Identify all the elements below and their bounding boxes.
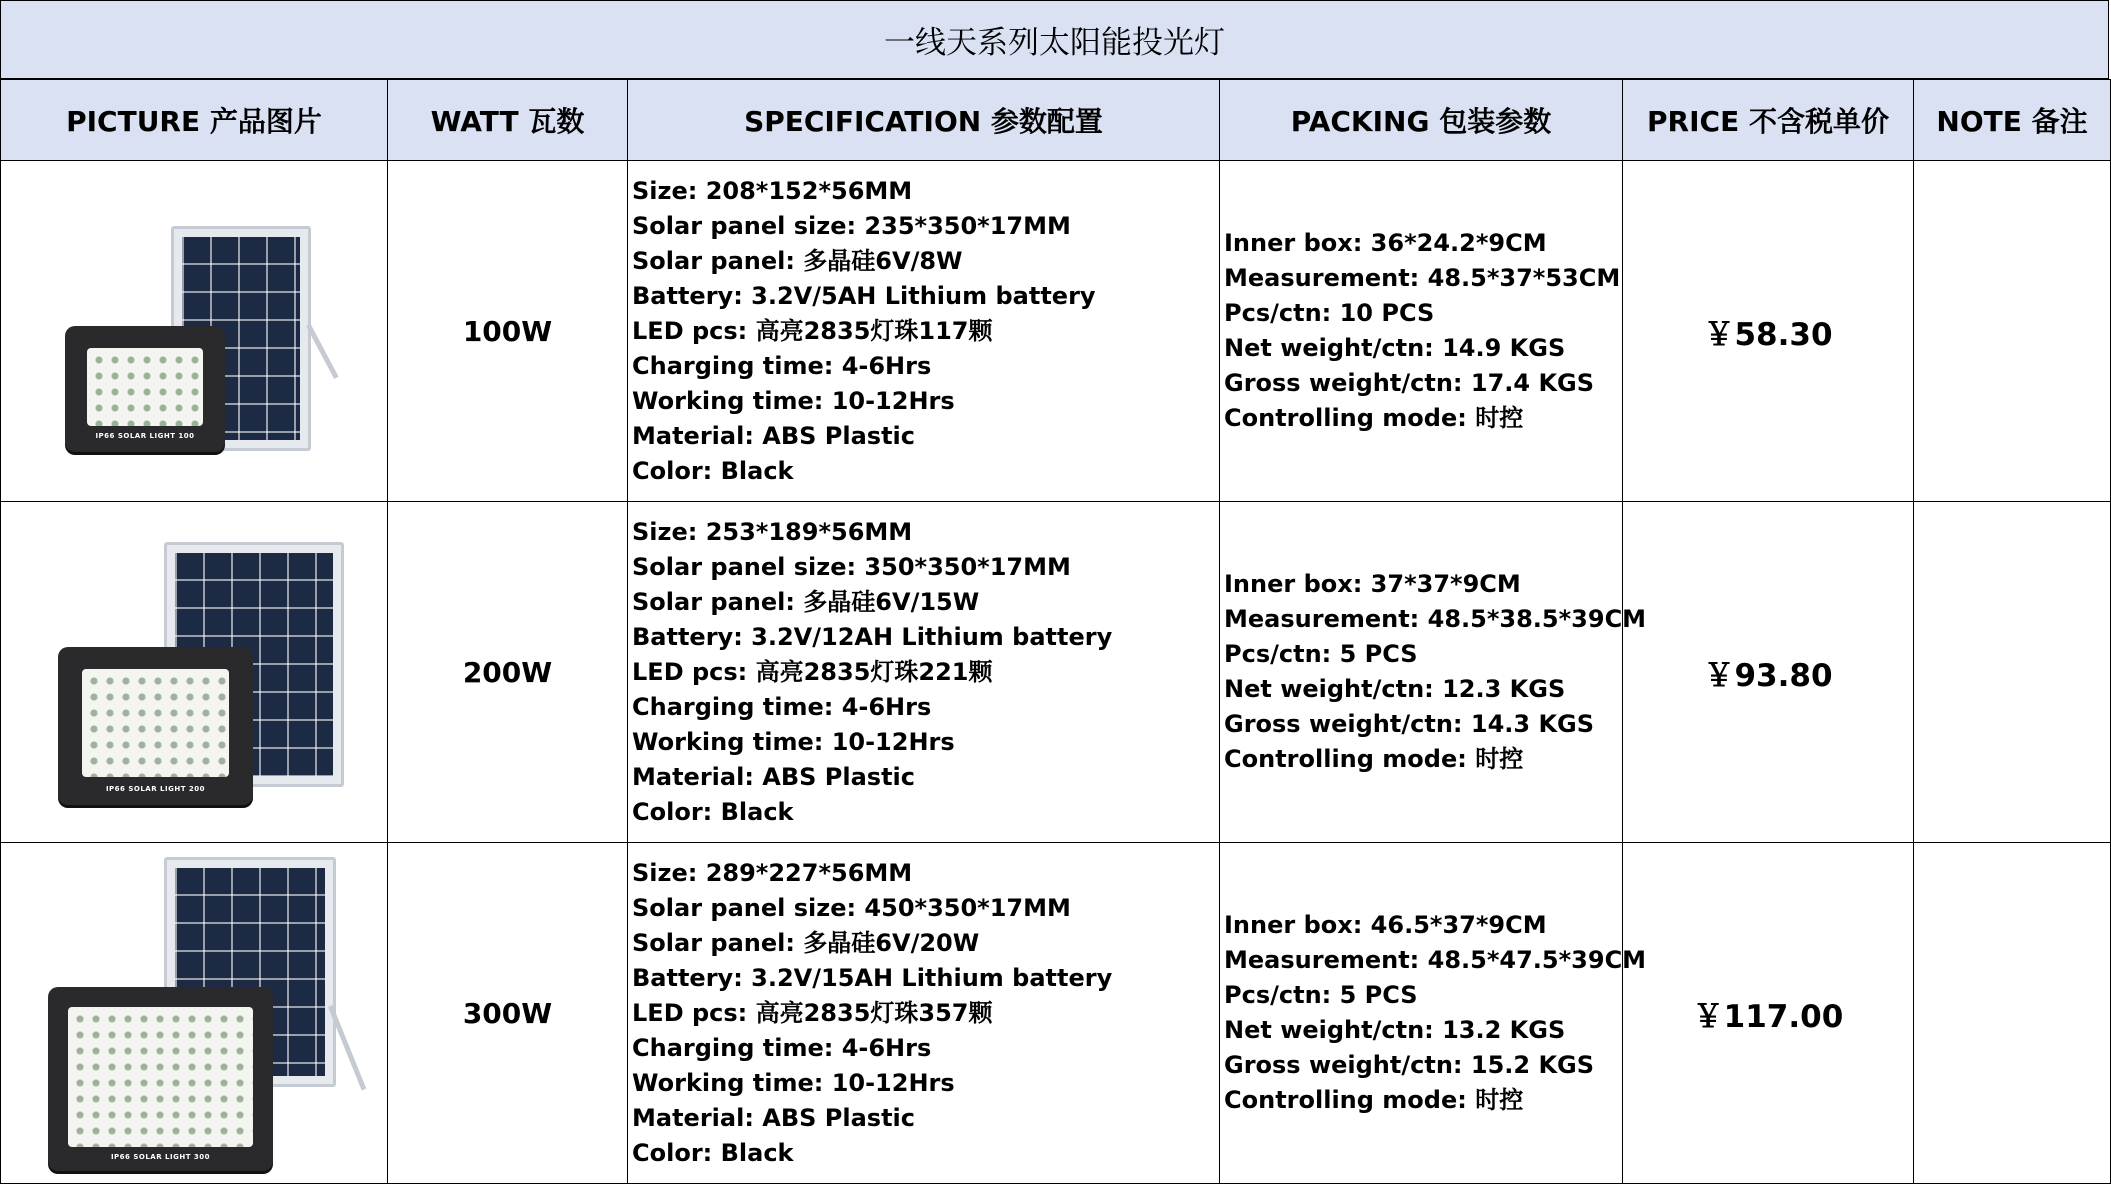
spec-led-pcs: LED pcs: 高亮2835灯珠221颗 [632, 657, 993, 686]
spec-size: Size: 208*152*56MM [632, 176, 913, 205]
spec-led-pcs: LED pcs: 高亮2835灯珠357颗 [632, 998, 993, 1027]
specification-cell [628, 502, 1220, 843]
price-cell: ￥117.00 [1623, 843, 1914, 1184]
note-cell [1914, 843, 2111, 1184]
packing-cell [1220, 161, 1623, 502]
spec-working-time: Working time: 10-12Hrs [632, 1068, 955, 1097]
product-picture-cell [1, 502, 388, 843]
watt-cell: 200W [388, 502, 628, 843]
spec-battery: Battery: 3.2V/5AH Lithium battery [632, 281, 1096, 310]
solar-flood-light-image [61, 226, 351, 456]
spec-working-time: Working time: 10-12Hrs [632, 386, 955, 415]
spec-size: Size: 289*227*56MM [632, 858, 913, 887]
spec-led-pcs: LED pcs: 高亮2835灯珠117颗 [632, 316, 993, 345]
spec-battery: Battery: 3.2V/15AH Lithium battery [632, 963, 1113, 992]
note-cell [1914, 161, 2111, 502]
product-label: IP66 SOLAR LIGHT 200 [105, 785, 206, 793]
solar-flood-light-image [46, 857, 366, 1177]
spec-charging-time: Charging time: 4-6Hrs [632, 692, 932, 721]
pack-gross-weight: Gross weight/ctn: 14.3 KGS [1224, 710, 1595, 738]
product-table [0, 79, 2111, 1184]
spec-size: Size: 253*189*56MM [632, 517, 913, 546]
product-label: IP66 SOLAR LIGHT 300 [110, 1153, 211, 1161]
pack-pcs-per-ctn: Pcs/ctn: 5 PCS [1224, 981, 1418, 1009]
pack-controlling-mode: Controlling mode: 时控 [1224, 745, 1524, 773]
specification-cell [628, 161, 1220, 502]
pack-measurement: Measurement: 48.5*47.5*39CM [1224, 946, 1647, 974]
header-specification: SPECIFICATION 参数配置 [628, 80, 1220, 161]
table-row [1, 161, 2111, 502]
watt-cell: 100W [388, 161, 628, 502]
spec-solar-panel: Solar panel: 多晶硅6V/8W [632, 246, 963, 275]
spec-color: Color: Black [632, 1138, 794, 1167]
solar-flood-light-image [56, 542, 356, 812]
product-picture-cell [1, 843, 388, 1184]
spec-material: Material: ABS Plastic [632, 421, 915, 450]
header-row [1, 80, 2111, 161]
spec-solar-panel-size: Solar panel size: 350*350*17MM [632, 552, 1071, 581]
pack-net-weight: Net weight/ctn: 12.3 KGS [1224, 675, 1566, 703]
spec-material: Material: ABS Plastic [632, 1103, 915, 1132]
spec-solar-panel: Solar panel: 多晶硅6V/20W [632, 928, 980, 957]
spec-battery: Battery: 3.2V/12AH Lithium battery [632, 622, 1113, 651]
header-note: NOTE 备注 [1914, 80, 2111, 161]
pack-inner-box: Inner box: 36*24.2*9CM [1224, 229, 1547, 257]
spec-color: Color: Black [632, 797, 794, 826]
pack-gross-weight: Gross weight/ctn: 17.4 KGS [1224, 369, 1595, 397]
specification-cell [628, 843, 1220, 1184]
pack-controlling-mode: Controlling mode: 时控 [1224, 404, 1524, 432]
header-price: PRICE 不含税单价 [1623, 80, 1914, 161]
spec-solar-panel-size: Solar panel size: 450*350*17MM [632, 893, 1071, 922]
product-picture-cell [1, 161, 388, 502]
pack-inner-box: Inner box: 37*37*9CM [1224, 570, 1521, 598]
pack-measurement: Measurement: 48.5*38.5*39CM [1224, 605, 1647, 633]
spec-charging-time: Charging time: 4-6Hrs [632, 351, 932, 380]
header-picture: PICTURE 产品图片 [1, 80, 388, 161]
spec-material: Material: ABS Plastic [632, 762, 915, 791]
pack-net-weight: Net weight/ctn: 13.2 KGS [1224, 1016, 1566, 1044]
price-cell: ￥58.30 [1623, 161, 1914, 502]
note-cell [1914, 502, 2111, 843]
product-label: IP66 SOLAR LIGHT 100 [95, 432, 195, 440]
packing-cell [1220, 502, 1647, 843]
spec-solar-panel: Solar panel: 多晶硅6V/15W [632, 587, 980, 616]
header-packing: PACKING 包装参数 [1220, 80, 1623, 161]
price-cell: ￥93.80 [1623, 502, 1914, 843]
pack-net-weight: Net weight/ctn: 14.9 KGS [1224, 334, 1566, 362]
spec-solar-panel-size: Solar panel size: 235*350*17MM [632, 211, 1071, 240]
pack-pcs-per-ctn: Pcs/ctn: 10 PCS [1224, 299, 1435, 327]
watt-cell: 300W [388, 843, 628, 1184]
pack-gross-weight: Gross weight/ctn: 15.2 KGS [1224, 1051, 1595, 1079]
sheet-title: 一线天系列太阳能投光灯 [0, 0, 2109, 79]
spec-working-time: Working time: 10-12Hrs [632, 727, 955, 756]
pack-controlling-mode: Controlling mode: 时控 [1224, 1086, 1524, 1114]
pack-pcs-per-ctn: Pcs/ctn: 5 PCS [1224, 640, 1418, 668]
pack-inner-box: Inner box: 46.5*37*9CM [1224, 911, 1547, 939]
table-row [1, 843, 2111, 1184]
spec-charging-time: Charging time: 4-6Hrs [632, 1033, 932, 1062]
table-row [1, 502, 2111, 843]
packing-cell [1220, 843, 1647, 1184]
spec-color: Color: Black [632, 456, 794, 485]
header-watt: WATT 瓦数 [388, 80, 628, 161]
pack-measurement: Measurement: 48.5*37*53CM [1224, 264, 1621, 292]
